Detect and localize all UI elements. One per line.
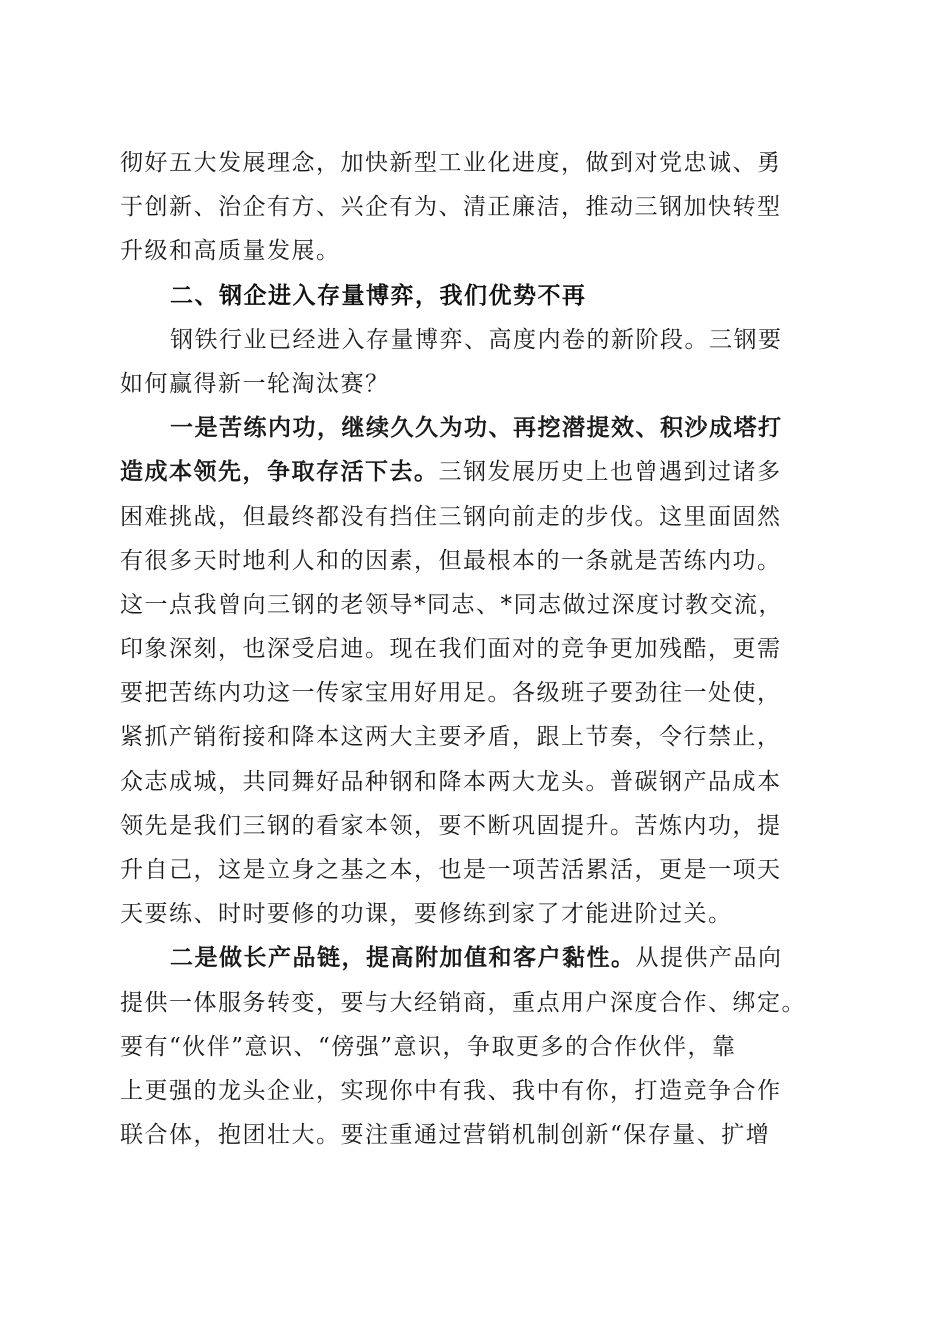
paragraph-line: 升级和高质量发展。 [120, 238, 341, 265]
paragraph-line: 这一点我曾向三钢的老领导*同志、*同志做过深度讨教交流， [120, 591, 783, 618]
subheading-tail: 造成本领先，争取存活下去。 [120, 458, 439, 486]
paragraph-line: 要把苦练内功这一传家宝用好用足。各级班子要劲往一处使， [120, 680, 782, 707]
paragraph-line: 要有“伙伴”意识、“傍强”意识，争取更多的合作伙伴，靠 [120, 1033, 737, 1060]
paragraph-line [120, 936, 836, 980]
subheading-line: 一是苦练内功，继续久久为功、再挖潜提效、积沙成塔打 [170, 414, 783, 442]
paragraph-line: 天要练、时时要修的功课，要修练到家了才能进阶过关。 [120, 901, 733, 928]
paragraph-line: 提供一体服务转变，要与大经销商，重点用户深度合作、绑定。 [120, 989, 806, 1016]
paragraph-text: 三钢发展历史上也曾遇到过诸多 [438, 459, 782, 486]
paragraph-line: 领先是我们三钢的看家本领，要不断巩固提升。苦炼内功，提 [120, 812, 782, 839]
paragraph-line: 众志成城，共同舞好品种钢和降本两大龙头。普碳钢产品成本 [120, 768, 782, 795]
paragraph-text: 从提供产品向 [635, 945, 783, 972]
paragraph-line: 上更强的龙头企业，实现你中有我、我中有你，打造竞争合作 [120, 1077, 782, 1104]
subheading-text: 二是做长产品链，提高附加值和客户黏性。 [170, 944, 636, 972]
section-heading: 二、钢企进入存量博弈，我们优势不再 [170, 282, 587, 309]
paragraph-line: 如何赢得新一轮淘汰赛？ [120, 370, 390, 397]
paragraph-line: 紧抓产销衔接和降本这两大主要矛盾，跟上节奏，令行禁止， [120, 724, 782, 751]
paragraph-line: 于创新、治企有方、兴企有为、清正廉洁，推动三钢加快转型 [120, 194, 782, 221]
paragraph-line: 困难挑战，但最终都没有挡住三钢向前走的步伐。这里面固然 [120, 503, 782, 530]
paragraph-line: 钢铁行业已经进入存量博弈、高度内卷的新阶段。三钢要 [170, 326, 783, 353]
paragraph-line: 彻好五大发展理念，加快新型工业化进度，做到对党忠诚、勇 [120, 150, 782, 176]
document-body [120, 141, 836, 1157]
paragraph-line: 升自己，这是立身之基之本，也是一项苦活累活，更是一项天 [120, 857, 782, 883]
paragraph-line: 有很多天时地利人和的因素，但最根本的一条就是苦练内功。 [120, 547, 782, 574]
paragraph-line: 印象深刻，也深受启迪。现在我们面对的竞争更加残酷，更需 [120, 636, 782, 663]
paragraph-line: 联合体，抱团壮大。要注重通过营销机制创新“保存量、扩增 [120, 1122, 771, 1149]
paragraph-line [120, 450, 836, 494]
